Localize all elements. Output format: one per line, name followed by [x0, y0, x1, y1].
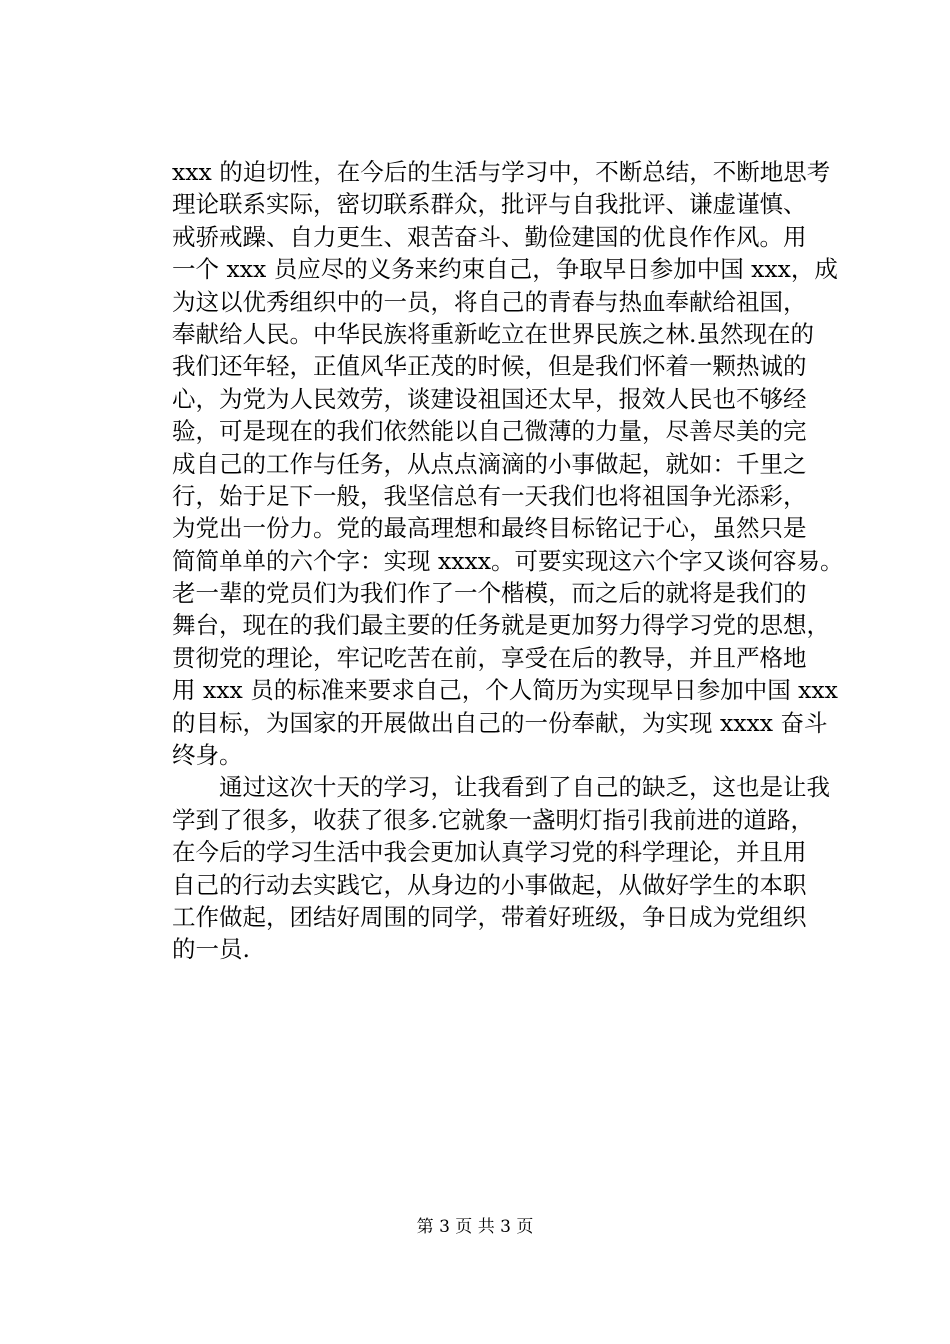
text-line: 在今后的学习生活中我会更加认真学习党的科学理论，并且用 — [172, 838, 807, 867]
text-line: 奉献给人民。中华民族将重新屹立在世界民族之林.虽然现在的 — [172, 319, 814, 348]
text-line: 通过这次十天的学习，让我看到了自己的缺乏，这也是让我 — [172, 773, 830, 802]
text-line: 学到了很多，收获了很多.它就象一盏明灯指引我前进的道路， — [172, 805, 814, 834]
text-line: 一个 xxx 员应尽的义务来约束自己，争取早日参加中国 xxx，成 — [172, 255, 838, 284]
text-line: xxx 的迫切性，在今后的生活与学习中，不断总结，不断地思考 — [172, 158, 831, 186]
text-line: 成自己的工作与任务，从点点滴滴的小事做起，就如：千里之 — [172, 449, 807, 478]
text-line: 工作做起，团结好周围的同学，带着好班级，争日成为党组织 — [172, 902, 807, 931]
text-line: 验，可是现在的我们依然能以自己微薄的力量，尽善尽美的完 — [172, 417, 807, 446]
page-footer: 第 3 页 共 3 页 — [416, 1217, 534, 1237]
text-line: 戒骄戒躁、自力更生、艰苦奋斗、勤俭建国的优良作作风。用 — [172, 222, 807, 251]
text-line: 老一辈的党员们为我们作了一个楷模，而之后的就将是我们的 — [172, 579, 807, 608]
text-line: 舞台，现在的我们最主要的任务就是更加努力得学习党的思想， — [172, 611, 830, 640]
text-line: 贯彻党的理论，牢记吃苦在前，享受在后的教导，并且严格地 — [172, 643, 807, 672]
text-line: 的目标，为国家的开展做出自己的一份奉献，为实现 xxxx 奋斗 — [172, 708, 828, 737]
text-line: 用 xxx 员的标准来要求自己，个人简历为实现早日参加中国 xxx — [172, 676, 838, 705]
text-line: 理论联系实际，密切联系群众，批评与自我批评、谦虚谨慎、 — [172, 190, 807, 219]
text-line: 心，为党为人民效劳，谈建设祖国还太早，报效人民也不够经 — [172, 384, 807, 413]
text-line: 我们还年轻，正值风华正茂的时候，但是我们怀着一颗热诚的 — [172, 352, 807, 381]
text-line: 的一员. — [172, 935, 250, 964]
document-body — [172, 156, 852, 966]
text-line: 为党出一份力。党的最高理想和最终目标铭记于心，虽然只是 — [172, 514, 807, 543]
text-line: 简简单单的六个字：实现 xxxx。可要实现这六个字又谈何容易。 — [172, 546, 844, 575]
text-line: 自己的行动去实践它，从身边的小事做起，从做好学生的本职 — [172, 870, 807, 899]
text-line: 行，始于足下一般，我坚信总有一天我们也将祖国争光添彩， — [172, 481, 807, 510]
text-line: 终身。 — [172, 741, 243, 770]
text-line: 为这以优秀组织中的一员，将自己的青春与热血奉献给祖国， — [172, 287, 807, 316]
